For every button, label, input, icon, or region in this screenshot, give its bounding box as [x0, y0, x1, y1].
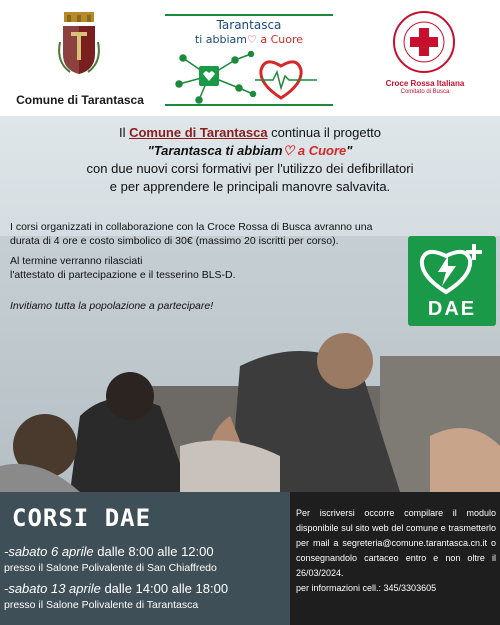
comune-label: Comune di Tarantasca [16, 93, 144, 107]
intro-l2-post: " [346, 143, 353, 158]
comune-link: Comune di Tarantasca [129, 125, 268, 140]
contact-phone: per informazioni cell.: 345/3303605 [296, 583, 437, 593]
intro-l2-cuore: a Cuore [297, 143, 347, 158]
info-section [0, 116, 500, 492]
header [0, 0, 500, 116]
details-p2-line-1: Al termine verranno rilasciati [10, 255, 143, 267]
intro-l1-post: continua il progetto [267, 125, 382, 140]
project-logo [165, 14, 333, 106]
defibrillator-heart-icon [416, 242, 488, 296]
intro-line-3: con due nuovi corsi formativi per l'utilizzo dei defibrillatori [86, 161, 414, 176]
intro-l2-pre: "Tarantasca ti abbiam [147, 143, 283, 158]
courses-title: CORSI DAE [12, 504, 152, 532]
network-heart-icon [169, 48, 329, 104]
dae-sign [408, 236, 496, 326]
heart-icon: ♡ [247, 33, 257, 46]
invitation-text: Invitiamo tutta la popolazione a partecipare! [10, 300, 214, 312]
red-cross-icon [392, 10, 456, 74]
details-p2-line-2: l'attestato di partecipazione e il tesserino BLS-D. [10, 269, 236, 281]
intro-text [10, 124, 490, 196]
course-details [10, 220, 400, 288]
schedule-panel [0, 492, 290, 625]
project-subtitle-post: a Cuore [260, 33, 304, 46]
registration-text: Per iscriversi occorre compilare il modulo disponibile sul sito web del comune e trasmetterlo per mail a segreteria@comune.tarantasca.cn.it o consegnandolo cartaceo entro e non oltre il 26/03/2024. [296, 508, 496, 578]
heart-icon: ♡ [282, 143, 295, 158]
details-paragraph-2 [10, 254, 400, 282]
comune-crest-icon [58, 12, 100, 76]
intro-line-4: e per apprendere le principali manovre salvavita. [109, 179, 391, 194]
session-2-time: dalle 14:00 alle 18:00 [100, 581, 229, 596]
dae-sign-label: DAE [427, 298, 477, 320]
session-2-date [4, 581, 288, 596]
cri-logo [370, 10, 480, 110]
intro-l1-pre: Il [118, 125, 130, 140]
intro-line-1 [10, 124, 490, 142]
session-2-day: -sabato 13 aprile [4, 581, 101, 596]
project-title: Tarantasca [216, 18, 282, 32]
footer [0, 492, 500, 625]
intro-line-2 [10, 142, 490, 160]
session-1-day: -sabato 6 aprile [4, 544, 94, 559]
project-subtitle [165, 33, 333, 46]
details-paragraph-1: I corsi organizzati in collaborazione con la Croce Rossa di Busca avranno una durata di 4 ore e costo simbolico di 30€ (massimo 20 iscritti per corso). [10, 221, 373, 247]
session-2-place: presso il Salone Polivalente di Tarantasca [4, 599, 199, 611]
registration-info [296, 506, 496, 596]
session-1-date [4, 544, 288, 559]
cri-subtitle: Comitato di Busca [400, 89, 450, 95]
session-1-place: presso il Salone Polivalente di San Chiaffredo [4, 562, 217, 574]
project-subtitle-pre: ti abbiam [194, 33, 248, 46]
comune-logo [10, 8, 150, 108]
session-1-time: dalle 8:00 alle 12:00 [93, 544, 214, 559]
cri-name: Croce Rossa Italiana [385, 79, 465, 88]
